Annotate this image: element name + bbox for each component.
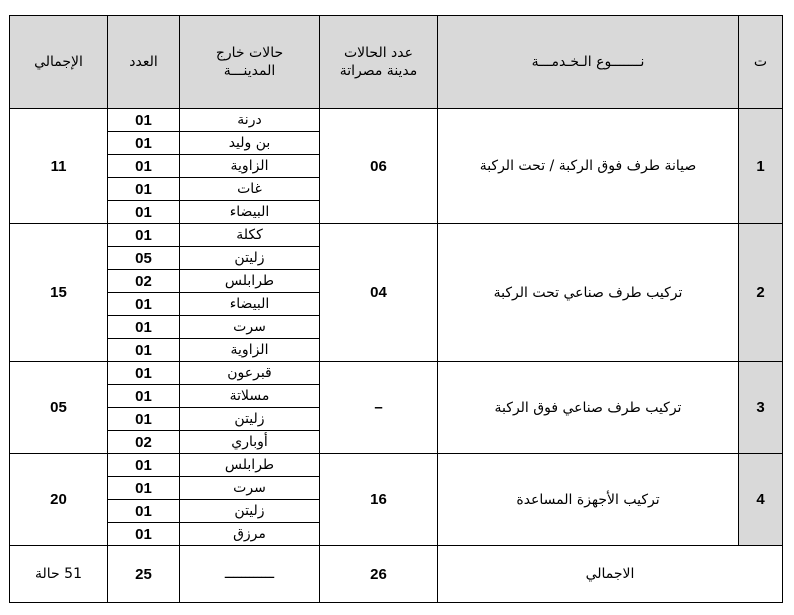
footer-outside: ــــــــــــ [180,546,320,603]
city-count: 02 [108,431,180,454]
service-name: تركيب طرف صناعي تحت الركبة [438,224,739,362]
city-count: 01 [108,500,180,523]
city-name: طرابلس [180,270,320,293]
city-count: 01 [108,178,180,201]
city-name: بن وليد [180,132,320,155]
city-count: 01 [108,385,180,408]
city-name: درنة [180,109,320,132]
city-name: قبرعون [180,362,320,385]
city-name: أوباري [180,431,320,454]
footer-misurata: 26 [320,546,438,603]
city-count: 01 [108,155,180,178]
city-name: زليتن [180,408,320,431]
city-name: ككلة [180,224,320,247]
city-count: 01 [108,224,180,247]
city-name: البيضاء [180,201,320,224]
header-outside-cases [180,16,320,109]
city-name: طرابلس [180,454,320,477]
city-count: 01 [108,293,180,316]
city-count: 01 [108,362,180,385]
table-row [10,109,783,132]
header-service: نـــــــوع الـخـدمـــة [438,16,739,109]
misurata-count: – [320,362,438,454]
city-count: 01 [108,201,180,224]
city-count: 01 [108,408,180,431]
city-count: 01 [108,132,180,155]
misurata-count: 06 [320,109,438,224]
city-name: الزاوية [180,155,320,178]
footer-count: 25 [108,546,180,603]
city-count: 01 [108,339,180,362]
city-name: سرت [180,316,320,339]
city-count: 01 [108,454,180,477]
header-misurata-cases [320,16,438,109]
city-name: البيضاء [180,293,320,316]
misurata-count: 16 [320,454,438,546]
city-count: 05 [108,247,180,270]
row-index: 1 [739,109,783,224]
footer-label: الاجمالي [438,546,783,603]
service-name: تركيب الأجهزة المساعدة [438,454,739,546]
group-total: 15 [10,224,108,362]
city-name: مرزق [180,523,320,546]
group-total: 20 [10,454,108,546]
table-body [10,109,783,603]
service-name: صيانة طرف فوق الركبة / تحت الركبة [438,109,739,224]
row-index: 4 [739,454,783,546]
row-index: 2 [739,224,783,362]
city-name: غات [180,178,320,201]
header-total: الإجمالي [10,16,108,109]
row-index: 3 [739,362,783,454]
header-index: ت [739,16,783,109]
table-row [10,224,783,247]
group-total: 05 [10,362,108,454]
misurata-count: 04 [320,224,438,362]
service-name: تركيب طرف صناعي فوق الركبة [438,362,739,454]
city-name: الزاوية [180,339,320,362]
city-count: 01 [108,523,180,546]
city-name: زليتن [180,247,320,270]
city-name: سرت [180,477,320,500]
table-row [10,362,783,385]
city-count: 02 [108,270,180,293]
city-name: مسلاتة [180,385,320,408]
header-count: العدد [108,16,180,109]
city-name: زليتن [180,500,320,523]
header-misurata-cases-text: عدد الحالات مدينة مصراتة [339,45,418,79]
report-table-container [9,15,782,603]
header-outside-cases-text: حالات خارج المدينـــة [215,45,284,79]
services-table [9,15,783,603]
city-count: 01 [108,477,180,500]
city-count: 01 [108,109,180,132]
footer-row [10,546,783,603]
table-row [10,454,783,477]
group-total: 11 [10,109,108,224]
header-row [10,16,783,109]
footer-total: 51 حالة [10,546,108,603]
city-count: 01 [108,316,180,339]
